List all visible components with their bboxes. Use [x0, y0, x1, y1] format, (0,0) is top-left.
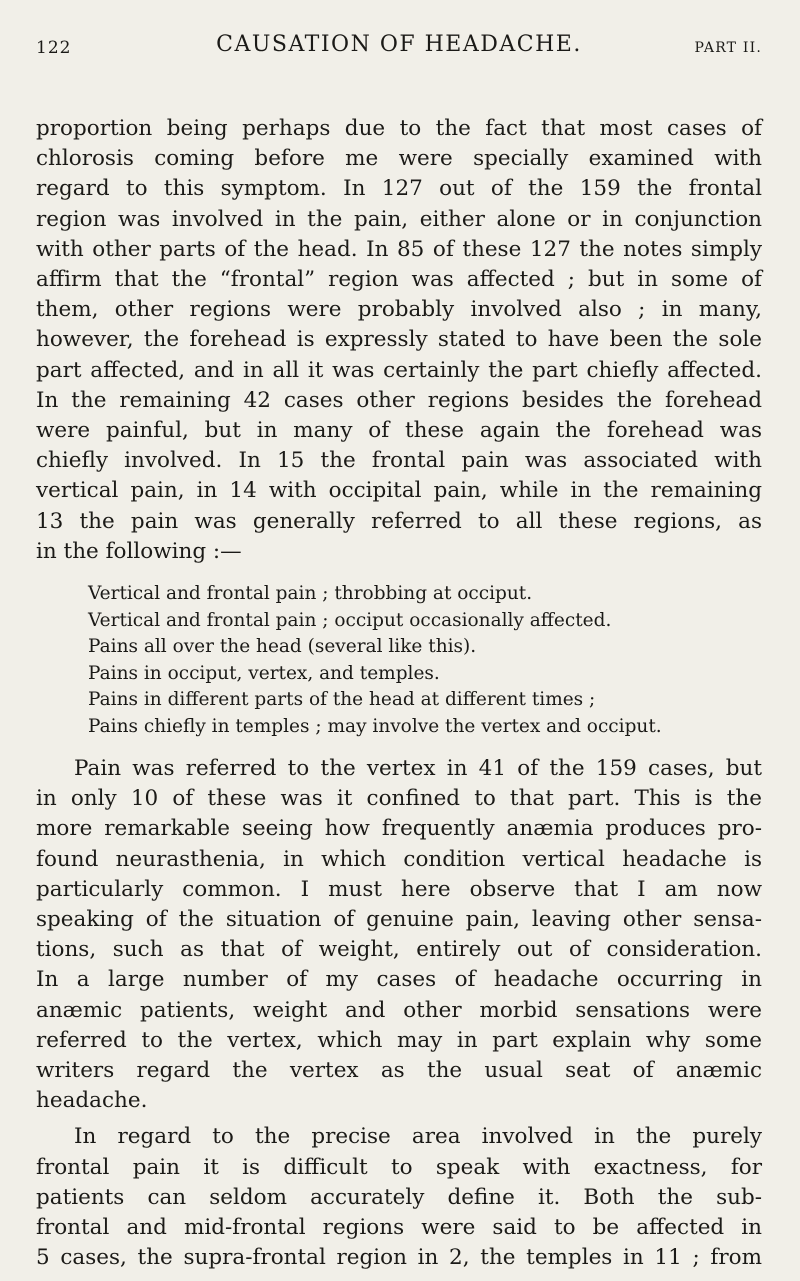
text-line: vertical pain, in 14 with occipital pain, while in the remaining	[36, 478, 762, 504]
text-line: In the remaining 42 cases other regions besides the forehead	[36, 387, 762, 413]
list-item: Vertical and frontal pain ; throbbing at occiput.	[88, 583, 533, 605]
text-line: chlorosis coming before me were specially examined with	[36, 146, 762, 172]
text-line: frontal and mid-frontal regions were said to be affected in	[36, 1215, 762, 1241]
text-line: regard to this symptom. In 127 out of the 159 the frontal	[36, 176, 762, 202]
list-item: Pains chiefly in temples ; may involve the vertex and occiput.	[88, 715, 662, 737]
text-line: Pain was referred to the vertex in 41 of the 159 cases, but	[74, 756, 762, 782]
text-line: 5 cases, the supra-frontal region in 2, the temples in 11 ; from	[36, 1245, 762, 1271]
text-line: more remarkable seeing how frequently anæmia produces pro-	[36, 816, 762, 842]
text-line: affirm that the “frontal” region was affected ; but in some of	[36, 267, 762, 293]
text-line: found neurasthenia, in which condition vertical headache is	[36, 846, 762, 872]
list-item: Vertical and frontal pain ; occiput occasionally affected.	[88, 609, 612, 631]
text-line: in the following :—	[36, 538, 242, 564]
text-line: speaking of the situation of genuine pain, leaving other sensa-	[36, 907, 762, 933]
text-line: writers regard the vertex as the usual seat of anæmic	[36, 1058, 762, 1084]
list-item: Pains all over the head (several like this).	[88, 636, 477, 658]
text-line: proportion being perhaps due to the fact that most cases of	[36, 116, 762, 141]
text-line: In a large number of my cases of headache occurring in	[36, 967, 762, 993]
text-line: In regard to the precise area involved in the purely	[74, 1124, 762, 1150]
list-item: Pains in occiput, vertex, and temples.	[88, 662, 440, 684]
running-title: CAUSATION OF HEADACHE.	[216, 32, 582, 57]
text-line: headache.	[36, 1088, 148, 1114]
text-line: chiefly involved. In 15 the frontal pain was associated with	[36, 448, 762, 474]
text-line: however, the forehead is expressly stated to have been the sole	[36, 327, 762, 353]
running-header	[36, 26, 762, 62]
text-line: particularly common. I must here observe that I am now	[36, 876, 762, 902]
text-line: with other parts of the head. In 85 of these 127 the notes simply	[36, 236, 762, 262]
page-number: 122	[36, 38, 72, 58]
paragraph-2	[36, 754, 762, 1116]
text-line: region was involved in the pain, either alone or in conjunction	[36, 206, 762, 232]
page-body	[36, 114, 762, 1274]
paragraph-1	[36, 114, 762, 567]
text-line: tions, such as that of weight, entirely out of consideration.	[36, 937, 762, 963]
text-line: part affected, and in all it was certainly the part chiefly affected.	[36, 357, 762, 383]
text-line: 13 the pain was generally referred to all these regions, as	[36, 508, 762, 534]
text-line: them, other regions were probably involved also ; in many,	[36, 297, 762, 323]
text-line: referred to the vertex, which may in part explain why some	[36, 1027, 762, 1053]
list-item: Pains in different parts of the head at different times ;	[88, 689, 596, 711]
paragraph-3	[36, 1122, 762, 1273]
part-label: PART II.	[694, 40, 762, 56]
text-line: anæmic patients, weight and other morbid sensations were	[36, 997, 762, 1023]
text-line: in only 10 of these was it confined to that part. This is the	[36, 786, 762, 812]
text-line: frontal pain it is difficult to speak with exactness, for	[36, 1154, 762, 1180]
symptom-list	[88, 581, 762, 740]
text-line: patients can seldom accurately define it. Both the sub-	[36, 1184, 762, 1210]
text-line: were painful, but in many of these again the forehead was	[36, 418, 762, 444]
